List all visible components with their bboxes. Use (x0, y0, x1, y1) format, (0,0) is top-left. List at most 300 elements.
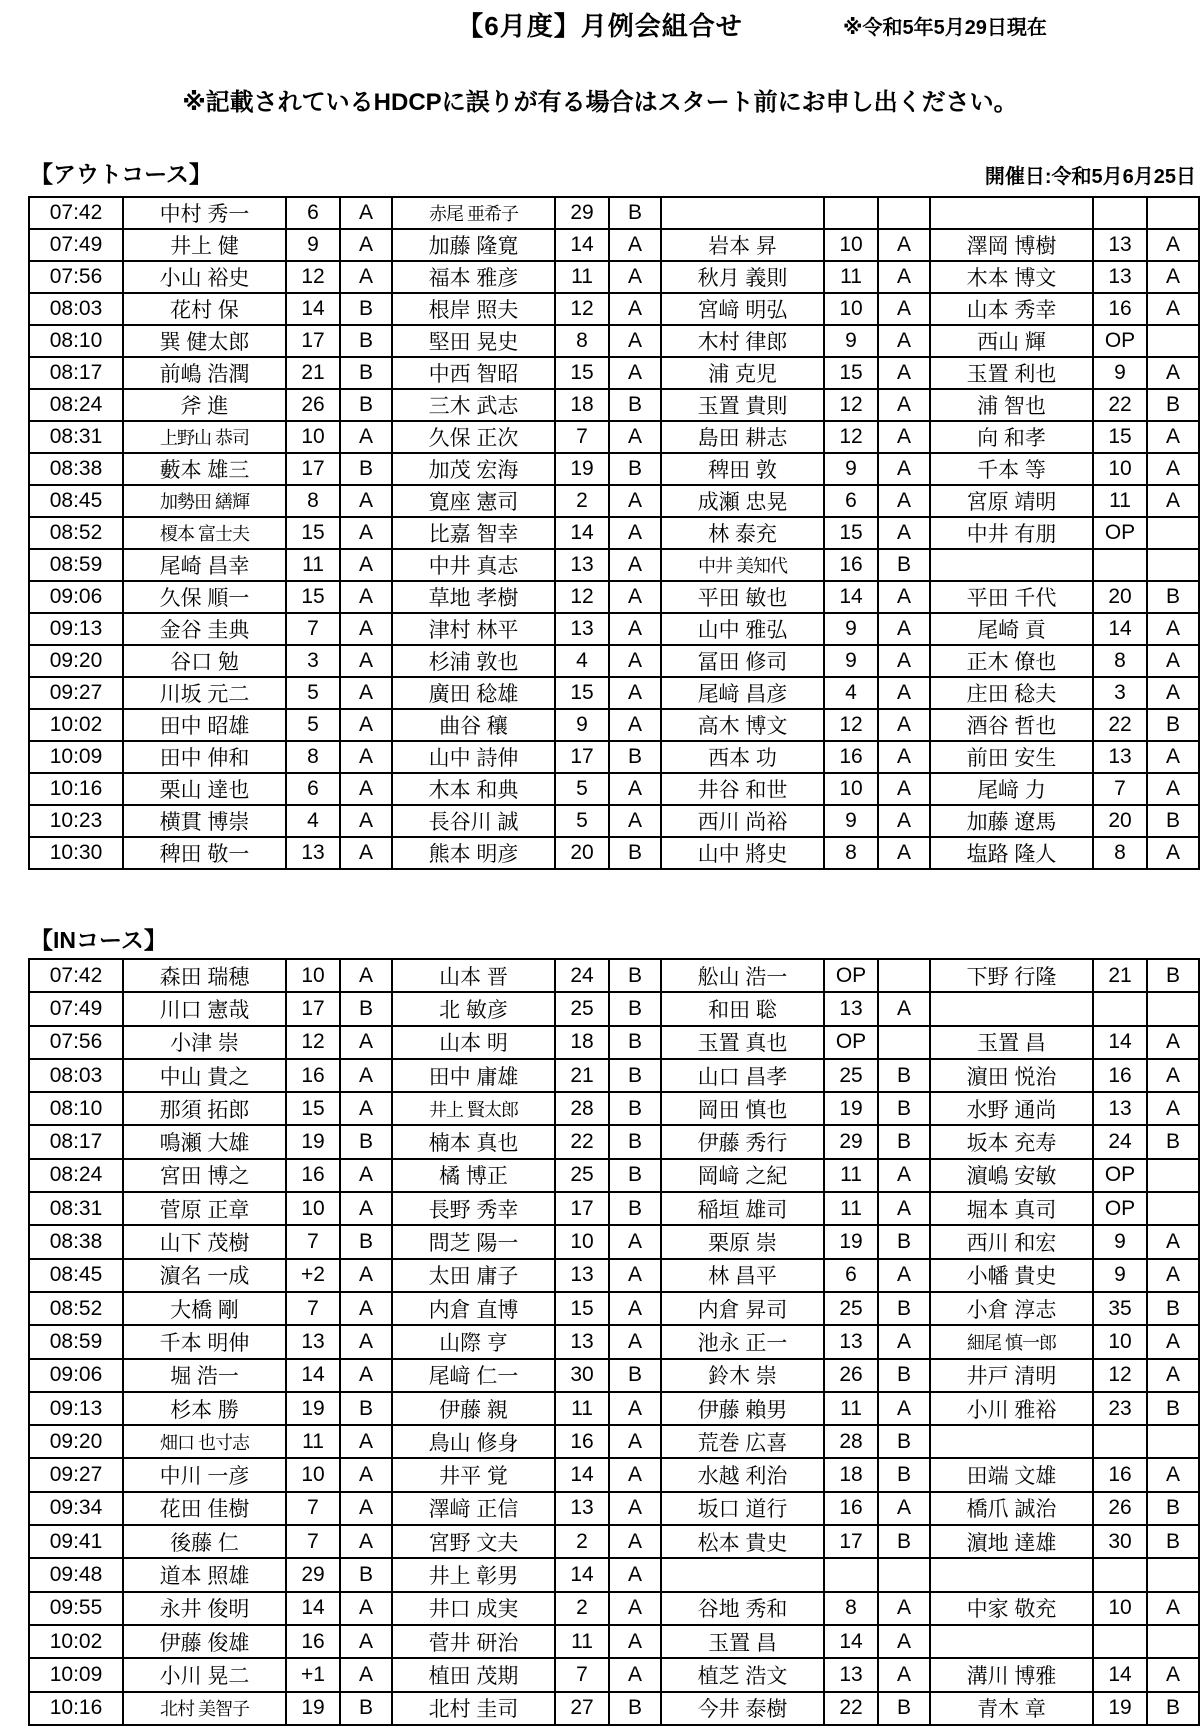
hdcp-cell: 14 (555, 1458, 609, 1491)
player-name-cell: 北村 美智子 (123, 1692, 286, 1725)
hdcp-cell: 3 (1093, 677, 1147, 709)
tee-time-cell: 08:45 (29, 485, 123, 517)
table-row (29, 1392, 1199, 1425)
player-name-cell: 酒谷 哲也 (930, 709, 1093, 741)
class-cell: B (1147, 1525, 1199, 1558)
class-cell: A (878, 389, 930, 421)
player-name-cell: 草地 孝樹 (392, 581, 555, 613)
class-cell: A (878, 261, 930, 293)
table-row (29, 1458, 1199, 1491)
class-cell: A (1147, 613, 1199, 645)
hdcp-cell: 12 (824, 421, 878, 453)
class-cell: A (609, 1625, 661, 1658)
tee-time-cell: 08:38 (29, 453, 123, 485)
hdcp-cell: 21 (1093, 959, 1147, 992)
class-cell: A (1147, 1092, 1199, 1125)
hdcp-cell: 4 (824, 677, 878, 709)
class-cell: A (878, 1392, 930, 1425)
hdcp-cell: 16 (286, 1159, 340, 1192)
in-course-table (28, 958, 1200, 1726)
hdcp-cell: 13 (555, 1259, 609, 1292)
table-row (29, 293, 1199, 325)
class-cell: A (340, 1026, 392, 1059)
player-name-cell: 山下 茂樹 (123, 1225, 286, 1258)
player-name-cell: 舩山 浩一 (661, 959, 824, 992)
hdcp-cell: 10 (286, 1192, 340, 1225)
player-name-cell: 細尾 慎一郎 (930, 1325, 1093, 1358)
hdcp-cell: 15 (286, 1092, 340, 1125)
class-cell: A (878, 992, 930, 1025)
player-name-cell: 浦 智也 (930, 389, 1093, 421)
class-cell: A (878, 581, 930, 613)
player-name-cell: 西川 和宏 (930, 1225, 1093, 1258)
hdcp-cell: 19 (286, 1692, 340, 1725)
player-name-cell: 山本 明 (392, 1026, 555, 1059)
class-cell: B (609, 837, 661, 869)
class-cell: A (878, 1492, 930, 1525)
hdcp-cell: 10 (1093, 453, 1147, 485)
player-name-cell: 畑口 也寸志 (123, 1425, 286, 1458)
player-name-cell: 稗田 敬一 (123, 837, 286, 869)
hdcp-cell: 13 (555, 549, 609, 581)
hdcp-cell (824, 1558, 878, 1591)
class-cell: A (1147, 421, 1199, 453)
table-row (29, 1159, 1199, 1192)
player-name-cell: 千本 明伸 (123, 1325, 286, 1358)
hdcp-cell: 12 (286, 1026, 340, 1059)
table-row (29, 837, 1199, 869)
class-cell: A (1147, 1059, 1199, 1092)
player-name-cell: 宮田 博之 (123, 1159, 286, 1192)
class-cell: B (340, 992, 392, 1025)
player-name-cell: 池永 正一 (661, 1325, 824, 1358)
class-cell: B (878, 1092, 930, 1125)
hdcp-cell: 26 (824, 1359, 878, 1392)
class-cell: A (340, 1292, 392, 1325)
hdcp-cell: 10 (824, 293, 878, 325)
player-name-cell: 堀本 真司 (930, 1192, 1093, 1225)
class-cell: A (878, 1325, 930, 1358)
class-cell: A (609, 1658, 661, 1691)
hdcp-cell: 15 (824, 517, 878, 549)
hdcp-cell: 14 (555, 229, 609, 261)
class-cell: A (609, 325, 661, 357)
hdcp-cell: 24 (555, 959, 609, 992)
class-cell: A (1147, 677, 1199, 709)
player-name-cell: 溝川 博雅 (930, 1658, 1093, 1691)
hdcp-cell: 27 (555, 1692, 609, 1725)
class-cell: B (1147, 1292, 1199, 1325)
class-cell (1147, 517, 1199, 549)
player-name-cell: 中川 一彦 (123, 1458, 286, 1491)
player-name-cell: 菅原 正章 (123, 1192, 286, 1225)
class-cell: A (878, 517, 930, 549)
class-cell: A (878, 1658, 930, 1691)
page-title: 【6月度】月例会組合せ (457, 11, 743, 41)
player-name-cell: 伊藤 親 (392, 1392, 555, 1425)
hdcp-cell: 2 (555, 485, 609, 517)
hdcp-cell: 14 (1093, 1026, 1147, 1059)
class-cell: A (340, 1092, 392, 1125)
player-name-cell: 比嘉 智幸 (392, 517, 555, 549)
player-name-cell (661, 197, 824, 229)
class-cell: A (609, 261, 661, 293)
player-name-cell: 水越 利治 (661, 1458, 824, 1491)
hdcp-cell (1093, 992, 1147, 1025)
player-name-cell: 廣田 稔雄 (392, 677, 555, 709)
class-cell (1147, 992, 1199, 1025)
player-name-cell: 橘 博正 (392, 1159, 555, 1192)
class-cell: B (878, 1292, 930, 1325)
player-name-cell: 久保 正次 (392, 421, 555, 453)
class-cell: A (340, 805, 392, 837)
table-row (29, 1492, 1199, 1525)
class-cell: A (340, 1259, 392, 1292)
class-cell: A (1147, 1458, 1199, 1491)
player-name-cell: 堀 浩一 (123, 1359, 286, 1392)
table-row (29, 1125, 1199, 1158)
class-cell: B (340, 1692, 392, 1725)
tee-time-cell: 10:02 (29, 1625, 123, 1658)
class-cell: A (878, 741, 930, 773)
hdcp-cell (1093, 1558, 1147, 1591)
player-name-cell: 前田 安生 (930, 741, 1093, 773)
hdcp-cell: 2 (555, 1525, 609, 1558)
player-name-cell: 鳥山 修身 (392, 1425, 555, 1458)
class-cell: B (1147, 389, 1199, 421)
player-name-cell: 上野山 恭司 (123, 421, 286, 453)
class-cell: A (340, 959, 392, 992)
table-row (29, 197, 1199, 229)
table-row (29, 805, 1199, 837)
player-name-cell (661, 1558, 824, 1591)
player-name-cell: 井谷 和世 (661, 773, 824, 805)
class-cell: B (609, 741, 661, 773)
player-name-cell: 三木 武志 (392, 389, 555, 421)
table-row (29, 959, 1199, 992)
tee-time-cell: 09:27 (29, 677, 123, 709)
class-cell: B (609, 1359, 661, 1392)
hdcp-cell: 9 (286, 229, 340, 261)
class-cell: A (878, 805, 930, 837)
player-name-cell: 田中 庸雄 (392, 1059, 555, 1092)
player-name-cell: 尾﨑 仁一 (392, 1359, 555, 1392)
class-cell: B (340, 1558, 392, 1591)
player-name-cell: 田端 文雄 (930, 1458, 1093, 1491)
class-cell: A (878, 293, 930, 325)
player-name-cell: 赤尾 亜希子 (392, 197, 555, 229)
class-cell: A (340, 773, 392, 805)
class-cell: A (340, 1525, 392, 1558)
player-name-cell: 加藤 隆寛 (392, 229, 555, 261)
table-row (29, 357, 1199, 389)
player-name-cell: 杉浦 敦也 (392, 645, 555, 677)
player-name-cell: 中山 貴之 (123, 1059, 286, 1092)
class-cell: A (609, 805, 661, 837)
hdcp-cell: 25 (824, 1292, 878, 1325)
class-cell: B (1147, 959, 1199, 992)
hdcp-cell: 22 (555, 1125, 609, 1158)
class-cell (878, 197, 930, 229)
hdcp-cell: 18 (555, 1026, 609, 1059)
table-row (29, 453, 1199, 485)
player-name-cell (930, 197, 1093, 229)
tee-time-cell: 09:48 (29, 1558, 123, 1591)
hdcp-cell: 11 (824, 1392, 878, 1425)
table-row (29, 1026, 1199, 1059)
hdcp-cell: 14 (1093, 613, 1147, 645)
tee-time-cell: 08:03 (29, 293, 123, 325)
tee-time-cell: 08:38 (29, 1225, 123, 1258)
hdcp-cell: 16 (824, 549, 878, 581)
player-name-cell (930, 1425, 1093, 1458)
hdcp-cell: 21 (286, 357, 340, 389)
class-cell: A (609, 229, 661, 261)
class-cell: A (609, 1592, 661, 1625)
table-row (29, 549, 1199, 581)
hdcp-cell: 9 (1093, 1259, 1147, 1292)
player-name-cell: 松本 貴史 (661, 1525, 824, 1558)
out-course-label: 【アウトコース】 (30, 161, 212, 187)
hdcp-cell: 10 (1093, 1325, 1147, 1358)
player-name-cell: 栗山 達也 (123, 773, 286, 805)
player-name-cell: 曲谷 穰 (392, 709, 555, 741)
hdcp-cell: 30 (1093, 1525, 1147, 1558)
hdcp-cell: 14 (824, 581, 878, 613)
class-cell: B (878, 1125, 930, 1158)
player-name-cell: 井上 健 (123, 229, 286, 261)
hdcp-cell: 16 (286, 1625, 340, 1658)
hdcp-cell: 21 (555, 1059, 609, 1092)
class-cell: B (1147, 1392, 1199, 1425)
player-name-cell: 宮野 文夫 (392, 1525, 555, 1558)
class-cell: A (340, 1592, 392, 1625)
player-name-cell: 林 昌平 (661, 1259, 824, 1292)
in-course-label: 【INコース】 (30, 927, 167, 953)
hdcp-cell: 14 (824, 1625, 878, 1658)
tee-time-cell: 08:03 (29, 1059, 123, 1092)
tee-time-cell: 09:20 (29, 1425, 123, 1458)
class-cell: A (340, 261, 392, 293)
hdcp-cell: 24 (1093, 1125, 1147, 1158)
player-name-cell: 熊本 明彦 (392, 837, 555, 869)
hdcp-cell: 5 (555, 773, 609, 805)
player-name-cell: 山中 將史 (661, 837, 824, 869)
class-cell: B (340, 325, 392, 357)
class-cell (1147, 1192, 1199, 1225)
table-row (29, 709, 1199, 741)
player-name-cell: 久保 順一 (123, 581, 286, 613)
hdcp-cell: 2 (555, 1592, 609, 1625)
player-name-cell: 井戸 清明 (930, 1359, 1093, 1392)
hdcp-cell: 13 (824, 992, 878, 1025)
class-cell: A (340, 1458, 392, 1491)
player-name-cell: 小幡 貴史 (930, 1259, 1093, 1292)
hdcp-cell: 13 (555, 1325, 609, 1358)
class-cell: A (340, 741, 392, 773)
player-name-cell: 杉本 勝 (123, 1392, 286, 1425)
player-name-cell: 道本 照雄 (123, 1558, 286, 1591)
tee-time-cell: 10:09 (29, 741, 123, 773)
class-cell: A (340, 1658, 392, 1691)
hdcp-cell: 29 (286, 1558, 340, 1591)
table-row (29, 741, 1199, 773)
player-name-cell: 前嶋 浩潤 (123, 357, 286, 389)
player-name-cell: 中井 美知代 (661, 549, 824, 581)
class-cell: B (878, 1425, 930, 1458)
player-name-cell: 木本 博文 (930, 261, 1093, 293)
class-cell: A (1147, 1592, 1199, 1625)
player-name-cell: 宮原 靖明 (930, 485, 1093, 517)
tee-time-cell: 08:31 (29, 421, 123, 453)
player-name-cell: 玉置 貴則 (661, 389, 824, 421)
class-cell: A (609, 773, 661, 805)
hdcp-cell: 8 (286, 741, 340, 773)
hdcp-cell: 23 (1093, 1392, 1147, 1425)
table-row (29, 421, 1199, 453)
player-name-cell: 横貫 博崇 (123, 805, 286, 837)
player-name-cell: 井口 成実 (392, 1592, 555, 1625)
hdcp-cell: 15 (555, 357, 609, 389)
player-name-cell: 加茂 宏海 (392, 453, 555, 485)
player-name-cell: 井平 覚 (392, 1458, 555, 1491)
hdcp-cell: 18 (824, 1458, 878, 1491)
hdcp-cell: 14 (286, 1592, 340, 1625)
hdcp-cell: 14 (555, 517, 609, 549)
class-cell: B (609, 1159, 661, 1192)
player-name-cell: 加勢田 繕輝 (123, 485, 286, 517)
player-name-cell: 宮﨑 明弘 (661, 293, 824, 325)
hdcp-cell: 13 (1093, 261, 1147, 293)
player-name-cell: 伊藤 俊雄 (123, 1625, 286, 1658)
hdcp-cell: 20 (1093, 581, 1147, 613)
hdcp-cell: 10 (286, 1458, 340, 1491)
class-cell: B (609, 959, 661, 992)
hdcp-cell (1093, 197, 1147, 229)
class-cell: B (609, 1125, 661, 1158)
class-cell: A (340, 1625, 392, 1658)
class-cell: A (878, 453, 930, 485)
class-cell: A (878, 325, 930, 357)
class-cell: A (340, 1192, 392, 1225)
class-cell: B (609, 1092, 661, 1125)
hdcp-cell (1093, 549, 1147, 581)
player-name-cell: 花村 保 (123, 293, 286, 325)
table-row (29, 773, 1199, 805)
player-name-cell: 荒巻 広喜 (661, 1425, 824, 1458)
player-name-cell: 北村 圭司 (392, 1692, 555, 1725)
hdcp-cell: 28 (555, 1092, 609, 1125)
player-name-cell: 太田 庸子 (392, 1259, 555, 1292)
player-name-cell: 森田 瑞穂 (123, 959, 286, 992)
player-name-cell: 谷地 秀和 (661, 1592, 824, 1625)
tee-time-cell: 08:52 (29, 517, 123, 549)
player-name-cell: 岡田 慎也 (661, 1092, 824, 1125)
hdcp-cell: 25 (555, 992, 609, 1025)
table-row (29, 992, 1199, 1025)
class-cell: A (878, 837, 930, 869)
tee-time-cell: 09:06 (29, 1359, 123, 1392)
class-cell (1147, 549, 1199, 581)
class-cell: A (1147, 1026, 1199, 1059)
player-name-cell: 浦 克児 (661, 357, 824, 389)
player-name-cell: 田中 昭雄 (123, 709, 286, 741)
player-name-cell: 正木 僚也 (930, 645, 1093, 677)
player-name-cell: 津村 林平 (392, 613, 555, 645)
class-cell: A (340, 485, 392, 517)
tee-time-cell: 08:45 (29, 1259, 123, 1292)
class-cell: A (878, 357, 930, 389)
player-name-cell: 小川 雅裕 (930, 1392, 1093, 1425)
player-name-cell: 問芝 陽一 (392, 1225, 555, 1258)
hdcp-cell: 25 (555, 1159, 609, 1192)
hdcp-cell: 6 (824, 1259, 878, 1292)
class-cell: A (340, 421, 392, 453)
player-name-cell: 井上 彰男 (392, 1558, 555, 1591)
tee-time-cell: 08:59 (29, 549, 123, 581)
class-cell: A (609, 293, 661, 325)
hdcp-cell: OP (1093, 1192, 1147, 1225)
tee-time-cell: 07:49 (29, 229, 123, 261)
tee-time-cell: 09:20 (29, 645, 123, 677)
class-cell: A (878, 229, 930, 261)
player-name-cell: 西本 功 (661, 741, 824, 773)
class-cell: B (878, 1225, 930, 1258)
class-cell: A (609, 581, 661, 613)
player-name-cell: 巽 健太郎 (123, 325, 286, 357)
hdcp-cell: 12 (824, 389, 878, 421)
class-cell: A (1147, 485, 1199, 517)
player-name-cell: 尾崎 貢 (930, 613, 1093, 645)
hdcp-cell: 6 (286, 197, 340, 229)
class-cell: A (340, 581, 392, 613)
class-cell: A (609, 1292, 661, 1325)
class-cell: A (878, 773, 930, 805)
class-cell: A (1147, 645, 1199, 677)
hdcp-cell: 26 (286, 389, 340, 421)
class-cell: A (1147, 741, 1199, 773)
class-cell: A (340, 709, 392, 741)
hdcp-cell: 4 (555, 645, 609, 677)
class-cell (1147, 1425, 1199, 1458)
tee-time-cell: 07:56 (29, 261, 123, 293)
class-cell: A (340, 1492, 392, 1525)
player-name-cell: 小津 崇 (123, 1026, 286, 1059)
hdcp-cell: 35 (1093, 1292, 1147, 1325)
player-name-cell: 塩路 隆人 (930, 837, 1093, 869)
player-name-cell: 濵田 悦治 (930, 1059, 1093, 1092)
hdcp-cell: 10 (824, 773, 878, 805)
hdcp-cell: 14 (1093, 1658, 1147, 1691)
hdcp-cell: 22 (1093, 709, 1147, 741)
table-row (29, 1525, 1199, 1558)
tee-time-cell: 08:24 (29, 1159, 123, 1192)
hdcp-cell: 12 (555, 581, 609, 613)
player-name-cell: 林 泰充 (661, 517, 824, 549)
hdcp-cell: 11 (555, 1392, 609, 1425)
hdcp-cell: 11 (824, 1192, 878, 1225)
player-name-cell: 濵嶋 安敏 (930, 1159, 1093, 1192)
player-name-cell: 斧 進 (123, 389, 286, 421)
hdcp-cell: 13 (555, 613, 609, 645)
class-cell: A (340, 613, 392, 645)
table-row (29, 645, 1199, 677)
hdcp-cell: +1 (286, 1658, 340, 1691)
player-name-cell: 中西 智昭 (392, 357, 555, 389)
class-cell (1147, 1625, 1199, 1658)
hdcp-cell: 15 (555, 1292, 609, 1325)
class-cell: B (1147, 709, 1199, 741)
